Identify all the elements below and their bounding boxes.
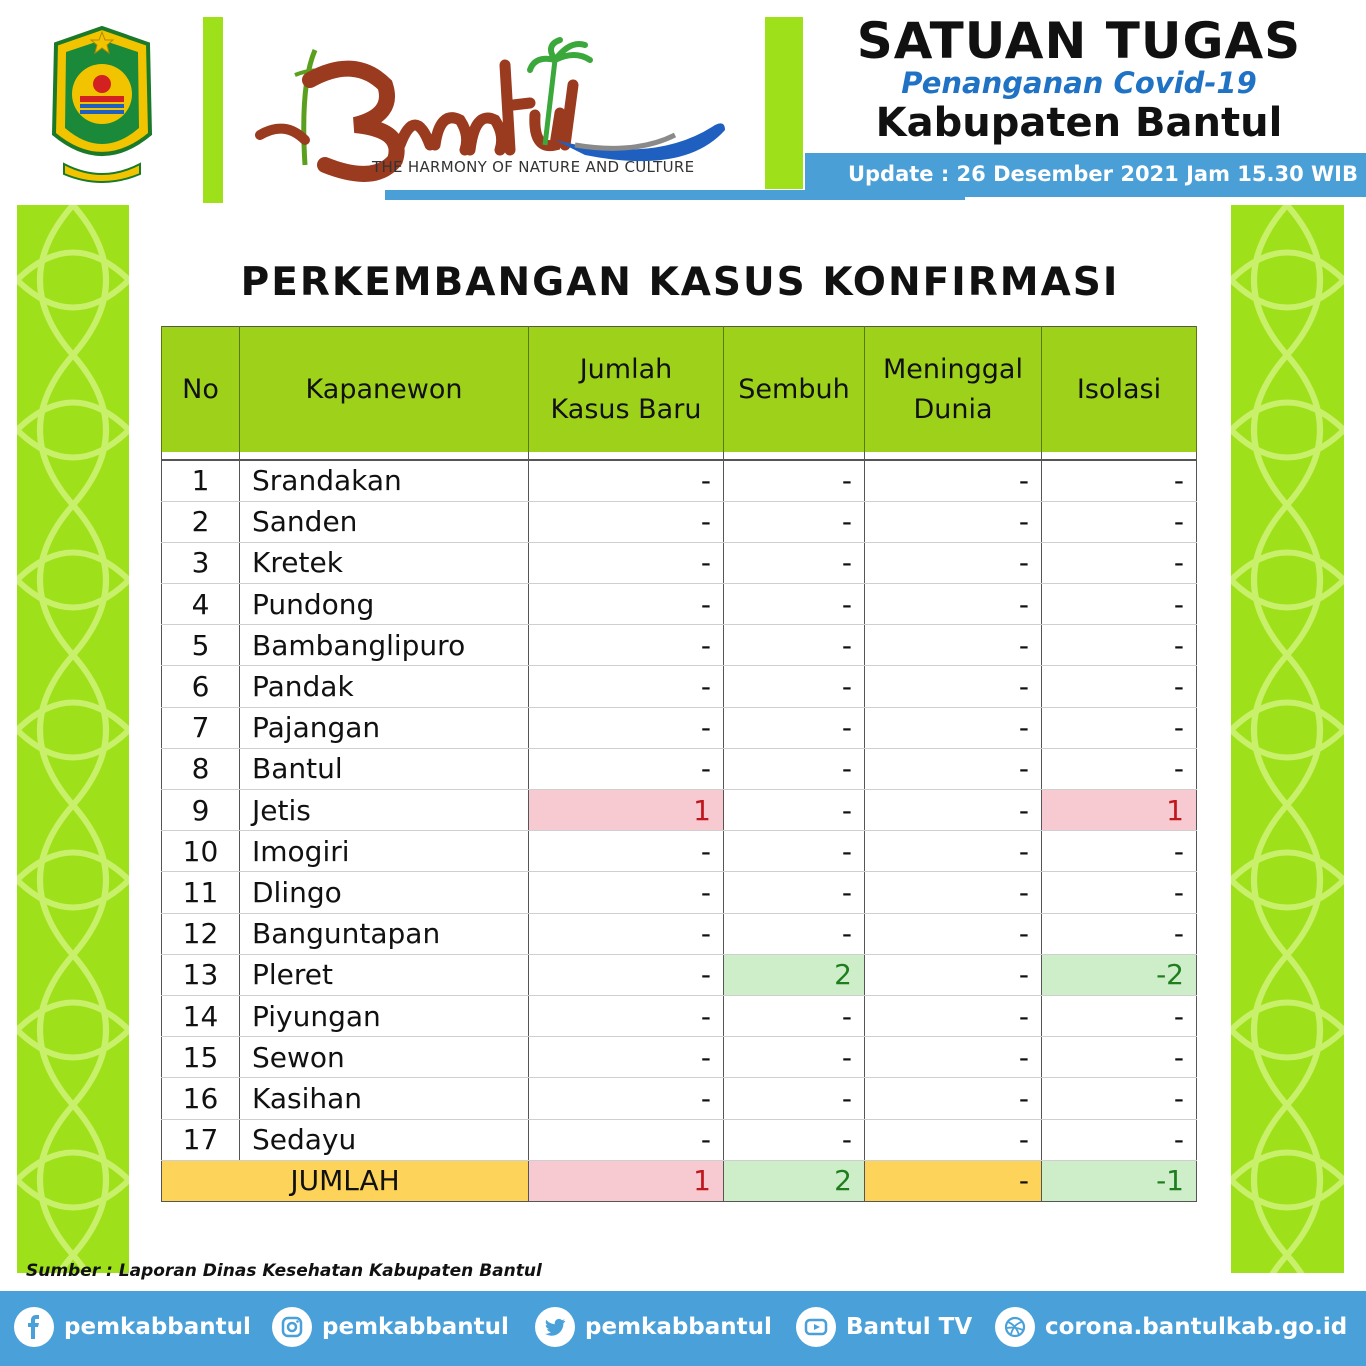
instagram-handle: pemkabbantul (322, 1314, 509, 1340)
row-meninggal: - (865, 831, 1042, 872)
header-isolasi: Isolasi (1042, 327, 1197, 453)
row-kapanewon: Imogiri (240, 831, 529, 872)
row-sembuh: 2 (724, 954, 865, 995)
row-meninggal: - (865, 501, 1042, 542)
row-number: 6 (162, 666, 240, 707)
table-row (162, 790, 1197, 831)
table-row (162, 954, 1197, 995)
row-kapanewon: Pundong (240, 584, 529, 625)
facebook-handle: pemkabbantul (64, 1314, 251, 1340)
header-kasus-baru-line2: Kasus Baru (550, 393, 702, 425)
instagram-icon (272, 1307, 312, 1347)
row-kapanewon: Banguntapan (240, 913, 529, 954)
row-kapanewon: Kretek (240, 542, 529, 583)
row-kasus-baru: - (529, 913, 724, 954)
table-row (162, 1119, 1197, 1160)
row-sembuh: - (724, 790, 865, 831)
row-isolasi: 1 (1042, 790, 1197, 831)
table-row (162, 501, 1197, 542)
facebook-link[interactable] (14, 1305, 251, 1349)
row-number: 9 (162, 790, 240, 831)
row-meninggal: - (865, 872, 1042, 913)
row-sembuh: - (724, 913, 865, 954)
total-meninggal: - (865, 1160, 1042, 1201)
row-meninggal: - (865, 913, 1042, 954)
regency-name: Kabupaten Bantul (875, 100, 1283, 146)
task-force-title: SATUAN TUGAS (856, 12, 1302, 70)
row-isolasi: - (1042, 666, 1197, 707)
row-sembuh: - (724, 748, 865, 789)
youtube-icon (796, 1307, 836, 1347)
header (0, 0, 1366, 205)
row-isolasi: - (1042, 748, 1197, 789)
row-kapanewon: Srandakan (240, 460, 529, 501)
row-sembuh: - (724, 625, 865, 666)
header-kasus-baru (529, 327, 724, 453)
header-meninggal (865, 327, 1042, 453)
row-kasus-baru: - (529, 872, 724, 913)
row-kapanewon: Dlingo (240, 872, 529, 913)
data-source-note: Sumber : Laporan Dinas Kesehatan Kabupaten Bantul (26, 1261, 542, 1281)
header-meninggal-line1: Meninggal (883, 353, 1023, 385)
instagram-link[interactable] (272, 1305, 509, 1349)
row-isolasi: - (1042, 1037, 1197, 1078)
row-sembuh: - (724, 584, 865, 625)
row-kasus-baru: - (529, 460, 724, 501)
total-isolasi: -1 (1042, 1160, 1197, 1201)
regency-emblem (46, 24, 158, 184)
row-isolasi: - (1042, 913, 1197, 954)
row-meninggal: - (865, 625, 1042, 666)
twitter-link[interactable] (535, 1305, 772, 1349)
page-title: PERKEMBANGAN KASUS KONFIRMASI (240, 260, 1120, 305)
table-row (162, 1037, 1197, 1078)
row-kasus-baru: - (529, 1119, 724, 1160)
row-kasus-baru: - (529, 666, 724, 707)
row-kasus-baru: - (529, 707, 724, 748)
update-banner (805, 153, 1366, 197)
row-isolasi: - (1042, 501, 1197, 542)
row-number: 13 (162, 954, 240, 995)
row-isolasi: -2 (1042, 954, 1197, 995)
row-isolasi: - (1042, 460, 1197, 501)
table-row (162, 666, 1197, 707)
row-sembuh: - (724, 1037, 865, 1078)
row-number: 15 (162, 1037, 240, 1078)
row-sembuh: - (724, 995, 865, 1036)
row-sembuh: - (724, 1078, 865, 1119)
table-row (162, 913, 1197, 954)
row-number: 5 (162, 625, 240, 666)
row-kasus-baru: - (529, 1078, 724, 1119)
facebook-icon (14, 1307, 54, 1347)
row-meninggal: - (865, 460, 1042, 501)
row-kasus-baru: 1 (529, 790, 724, 831)
row-isolasi: - (1042, 1119, 1197, 1160)
row-meninggal: - (865, 666, 1042, 707)
youtube-link[interactable] (796, 1305, 972, 1349)
table-row (162, 831, 1197, 872)
row-isolasi: - (1042, 831, 1197, 872)
header-divider-right (765, 17, 803, 189)
row-number: 2 (162, 501, 240, 542)
row-kasus-baru: - (529, 542, 724, 583)
row-kasus-baru: - (529, 995, 724, 1036)
row-meninggal: - (865, 748, 1042, 789)
header-spacer (162, 452, 1197, 460)
total-label: JUMLAH (162, 1160, 529, 1201)
header-kapanewon: Kapanewon (240, 327, 529, 453)
row-isolasi: - (1042, 995, 1197, 1036)
row-isolasi: - (1042, 707, 1197, 748)
table-row (162, 1078, 1197, 1119)
row-kasus-baru: - (529, 831, 724, 872)
row-sembuh: - (724, 872, 865, 913)
row-number: 14 (162, 995, 240, 1036)
row-sembuh: - (724, 831, 865, 872)
row-meninggal: - (865, 707, 1042, 748)
row-sembuh: - (724, 1119, 865, 1160)
table-row (162, 584, 1197, 625)
total-kasus-baru: 1 (529, 1160, 724, 1201)
row-meninggal: - (865, 1078, 1042, 1119)
left-decorative-panel (17, 205, 129, 1273)
table-row (162, 872, 1197, 913)
table-row (162, 625, 1197, 666)
row-kasus-baru: - (529, 954, 724, 995)
header-divider-left (203, 17, 223, 203)
row-meninggal: - (865, 1119, 1042, 1160)
row-kapanewon: Jetis (240, 790, 529, 831)
row-number: 7 (162, 707, 240, 748)
row-isolasi: - (1042, 625, 1197, 666)
row-sembuh: - (724, 707, 865, 748)
row-kapanewon: Sewon (240, 1037, 529, 1078)
header-meninggal-line2: Dunia (913, 393, 993, 425)
row-meninggal: - (865, 584, 1042, 625)
row-kasus-baru: - (529, 625, 724, 666)
row-number: 17 (162, 1119, 240, 1160)
website-link[interactable] (995, 1305, 1347, 1349)
row-isolasi: - (1042, 872, 1197, 913)
total-sembuh: 2 (724, 1160, 865, 1201)
row-kapanewon: Bantul (240, 748, 529, 789)
brand-tagline: THE HARMONY OF NATURE AND CULTURE (372, 158, 695, 176)
row-kasus-baru: - (529, 1037, 724, 1078)
row-kapanewon: Pajangan (240, 707, 529, 748)
row-number: 12 (162, 913, 240, 954)
row-meninggal: - (865, 542, 1042, 583)
right-pattern (1231, 205, 1344, 1273)
total-row (162, 1160, 1197, 1201)
row-meninggal: - (865, 790, 1042, 831)
twitter-icon (535, 1307, 575, 1347)
row-kapanewon: Piyungan (240, 995, 529, 1036)
header-sembuh: Sembuh (724, 327, 865, 453)
update-timestamp: Update : 26 Desember 2021 Jam 15.30 WIB (847, 162, 1358, 186)
website-url: corona.bantulkab.go.id (1045, 1314, 1348, 1340)
row-meninggal: - (865, 954, 1042, 995)
row-sembuh: - (724, 542, 865, 583)
row-number: 3 (162, 542, 240, 583)
header-kasus-baru-line1: Jumlah (579, 353, 673, 385)
row-kasus-baru: - (529, 748, 724, 789)
row-kapanewon: Pleret (240, 954, 529, 995)
row-number: 11 (162, 872, 240, 913)
row-isolasi: - (1042, 584, 1197, 625)
row-kapanewon: Pandak (240, 666, 529, 707)
table-row (162, 707, 1197, 748)
social-footer (0, 1291, 1366, 1366)
row-kapanewon: Sedayu (240, 1119, 529, 1160)
row-meninggal: - (865, 1037, 1042, 1078)
cases-table (161, 326, 1197, 1202)
row-sembuh: - (724, 666, 865, 707)
row-isolasi: - (1042, 542, 1197, 583)
row-meninggal: - (865, 995, 1042, 1036)
row-kapanewon: Kasihan (240, 1078, 529, 1119)
row-number: 8 (162, 748, 240, 789)
row-sembuh: - (724, 501, 865, 542)
row-number: 4 (162, 584, 240, 625)
table-row (162, 995, 1197, 1036)
youtube-channel: Bantul TV (846, 1314, 973, 1340)
table-row (162, 460, 1197, 501)
right-decorative-panel (1231, 205, 1344, 1273)
twitter-handle: pemkabbantul (585, 1314, 772, 1340)
table-row (162, 542, 1197, 583)
left-pattern (17, 205, 129, 1273)
row-kasus-baru: - (529, 584, 724, 625)
row-number: 10 (162, 831, 240, 872)
table-row (162, 748, 1197, 789)
header-no: No (162, 327, 240, 453)
row-kapanewon: Bambanglipuro (240, 625, 529, 666)
row-isolasi: - (1042, 1078, 1197, 1119)
row-number: 16 (162, 1078, 240, 1119)
row-number: 1 (162, 460, 240, 501)
row-kasus-baru: - (529, 501, 724, 542)
task-force-subtitle: Penanganan Covid-19 (901, 66, 1257, 100)
globe-icon (995, 1307, 1035, 1347)
row-sembuh: - (724, 460, 865, 501)
row-kapanewon: Sanden (240, 501, 529, 542)
table-header-row (162, 327, 1197, 453)
